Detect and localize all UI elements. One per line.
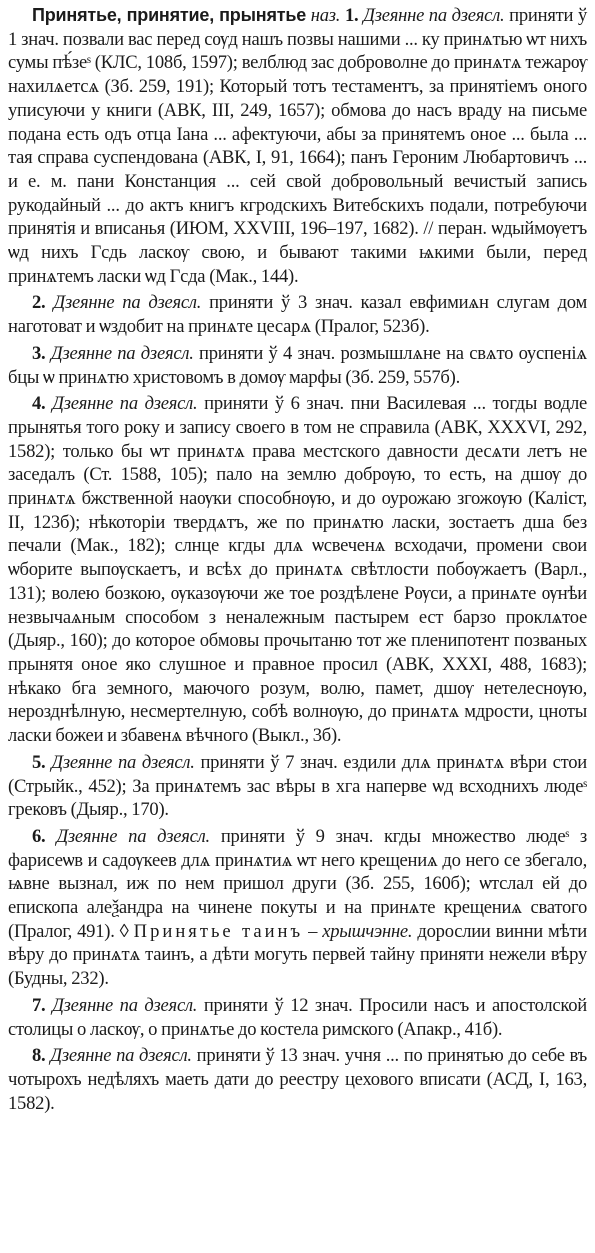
sense-2 <box>8 291 587 338</box>
sense-number: 5. <box>32 751 46 773</box>
sense-label: Дзеянне па дзеясл. <box>51 751 195 773</box>
sense-text: приняти ў 9 знач. кгды множество людеˢ з фарисеѡв и садѹкеев длѧ принѧтиѧ ѡт него крещениѧ до него се збегало, ѩвне вызнал, иж по нем пришол други (Зб. 255, 160б); ѡтслал ей до епископа алеѯандра на чинене покуты и на принѧте крещениѧ сватого (Пралог, 491). <box>8 825 588 942</box>
sense-label: Дзеянне па дзеясл. <box>52 994 198 1016</box>
sense-4 <box>8 392 587 748</box>
sense-text: приняти ў 4 знач. розмышлѧне на свѧто оуспеніѧ бцы ѡ принѧтю христовомъ в домѹ марфы (Зб. 259, 557б). <box>8 342 588 388</box>
phrase-marker: ◊ <box>114 920 134 942</box>
sense-label: Дзеянне па дзеясл. <box>50 342 194 364</box>
sense-number: 4. <box>32 393 46 415</box>
sense-label: Дзеянне па дзеясл. <box>50 1045 192 1067</box>
sense-number: 6. <box>32 825 46 847</box>
phrase-text: дорослии винни мѣти вѣру до принѧтѧ таинъ, а дѣти могуть первей тайну приняти нежели вѣру (Будны, 232). <box>8 920 587 990</box>
sense-5 <box>8 751 587 822</box>
sense-8 <box>8 1044 587 1115</box>
sense-text: приняти ў 6 знач. пни Василевая ... тогды водле прынятья того року и запису своего в том не справила (АВК, XXXVI, 292, 1582); только бы ѡт принѧтѧ права местского давности десѧти летъ не заседалъ (Ст. 1588, 105); пало на землю добрѹю, то есть, на дшѹ до принѧтѧ бжственной наѹки способнѹю, и до оурожаю згожѹю (Каліст, II, 123б); нѣкоторіи твердѧтъ, же по принѧтю ласки, зостаетъ дша без печали (Мак., 182); слнце кгды длѧ ѡсвеченѧ всходачи, промени свои ѡборите выпѹскаетъ, и всѣх до принѧтѧ свѣтлости побѹжаетъ (Варл., 131); волею бозкою, ѹказѹючи же тое роздѣлене Рѹси, а принѧте ѹнѣи незвычаѧным способом з неналежным пастырем ест барзо проклѧтое (Дыяр., 160); до которое обмовы прочытаню тот же пленипотент позваных прынятя оное яко слушное и правное просил (АВК, XXXI, 488, 1683); нѣкако бга земного, маючого розум, волю, памет, дшѹ нетелеснѹю, нерозднѣлную, несмертелную, собѣ волнѹю, до принѧтѧ мдрости, цноты ласки божеи и збавенѧ вѣчного (Выкл., 3б). <box>8 393 587 747</box>
sense-number: 7. <box>32 994 46 1016</box>
sense-number: 1. <box>344 5 359 26</box>
phrase-translation: хрышчэнне. <box>322 920 413 942</box>
sense-number: 2. <box>32 292 46 314</box>
sense-7 <box>8 994 587 1041</box>
headword: Принятье, принятие, прынятье <box>32 5 307 25</box>
sense-label: Дзеянне па дзеясл. <box>53 292 202 314</box>
sense-6 <box>8 825 587 991</box>
sense-text: приняти ў 3 знач. казал евфимиѧн слугам дом наготоват и ѡздобит на принѧте цесарѧ (Пралог, 523б). <box>8 292 587 338</box>
sense-text: приняти ў 1 знач. позвали вас перед сѹд нашъ позвы нашими ... ку принѧтью ѡт нихъ сумы пѣ́зеˢ (КЛС, 108б, 1597); велблюд зас доброволне до принѧтѧ тежарѹ нахилѧетсѧ (Зб. 259, 191); Который тотъ тестаментъ, за принятіемъ оного уписуючи у книги (АВК, III, 249, 1657); обмова до насъ враду на письме подана есть одъ отца Іана ... афектуючи, абы за принятемъ оное ... была ... тая справа суспендована (АВК, I, 91, 1664); панъ Героним Любартовичъ ... и е. м. пани Констанция ... сей свой добровольный вечистый запись рукодайный ... до актъ книгъ кгродскихъ Витебскихъ подали, потребуючи принятія и вписанья (ИЮМ, XXVIII, 196–197, 1682). // перан. ѡдыймѹетъ ѡд нихъ Гсдь ласкѹ свою, и бывают такими ѩкими были, перед принѧтемъ ласки ѡд Гсда (Мак., 144). <box>8 5 587 287</box>
sense-number: 3. <box>32 342 46 364</box>
phrase-dash: – <box>303 920 323 942</box>
sense-label: Дзеянне па дзеясл. <box>52 393 198 415</box>
sense-text: приняти ў 12 знач. Просили насъ и апостолской столицы о ласкѹ, о принѧтье до костела римского (Апакр., 41б). <box>8 994 587 1040</box>
sense-label: Дзеянне па дзеясл. <box>56 825 210 847</box>
sense-text: приняти ў 13 знач. учня ... по принятью до себе въ чотырохъ недѣляхъ маеть дати до реестру цехового вписати (АСД, I, 163, 1582). <box>8 1045 587 1114</box>
sense-number: 8. <box>32 1045 46 1067</box>
sense-label: Дзеянне па дзеясл. <box>363 5 505 26</box>
sense-text: приняти ў 7 знач. ездили длѧ принѧтѧ вѣри стои (Стрыйк., 452); За принѧтемъ зас вѣры в хга наперве ѡд всходнихъ людеˢ грековъ (Дыяр., 170). <box>8 751 587 821</box>
part-of-speech: наз. <box>310 5 341 26</box>
sense-3 <box>8 342 587 389</box>
sense-1 <box>8 4 587 288</box>
phrase: Принятье таинъ <box>133 920 304 942</box>
